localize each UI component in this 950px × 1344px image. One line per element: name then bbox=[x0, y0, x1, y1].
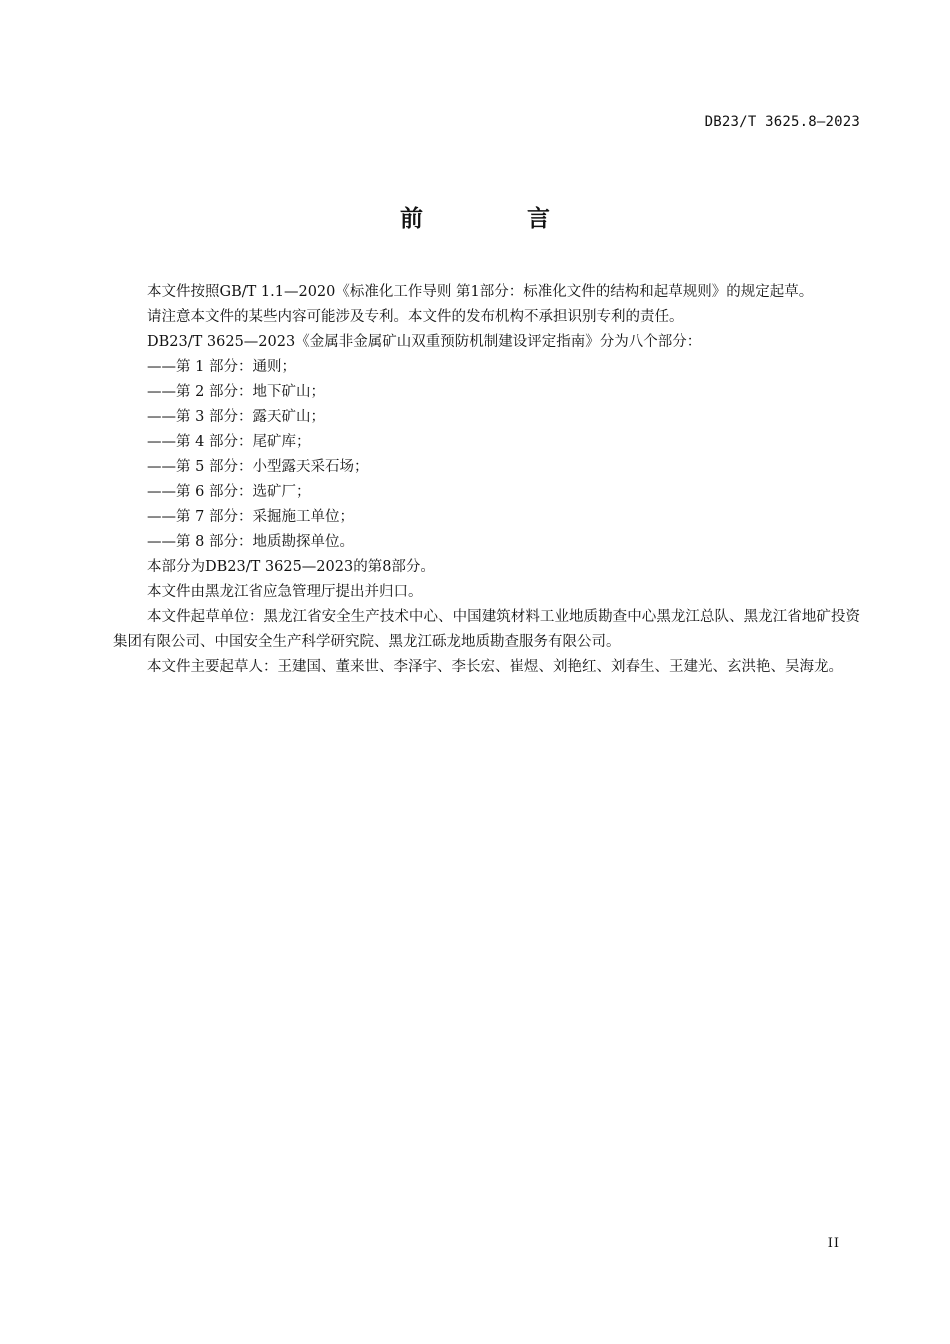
list-item-part-4: ——第 4 部分：尾矿库； bbox=[147, 434, 311, 450]
list-item-part-3: ——第 3 部分：露天矿山； bbox=[147, 409, 325, 425]
paragraph-patent-notice: 请注意本文件的某些内容可能涉及专利。本文件的发布机构不承担识别专利的责任。 bbox=[147, 309, 684, 325]
list-item-part-2: ——第 2 部分：地下矿山； bbox=[147, 384, 325, 400]
paragraph-drafters: 本文件主要起草人：王建国、董来世、李泽宇、李长宏、崔煜、刘艳红、刘春生、王建光、玄洪艳、吴海龙。 bbox=[147, 659, 843, 675]
paragraph-proposer: 本文件由黑龙江省应急管理厅提出并归口。 bbox=[147, 584, 423, 600]
paragraph-this-part: 本部分为DB23/T 3625—2023的第8部分。 bbox=[147, 559, 435, 575]
list-item-part-1: ——第 1 部分：通则； bbox=[147, 359, 296, 375]
preface-body bbox=[113, 280, 860, 680]
list-item-part-5: ——第 5 部分：小型露天采石场； bbox=[147, 459, 369, 475]
list-item-part-8: ——第 8 部分：地质勘探单位。 bbox=[147, 534, 354, 550]
document-code: DB23/T 3625.8—2023 bbox=[704, 114, 860, 130]
list-item-part-7: ——第 7 部分：采掘施工单位； bbox=[147, 509, 354, 525]
paragraph-drafting-basis: 本文件按照GB/T 1.1—2020《标准化工作导则 第1部分：标准化文件的结构和起草规则》的规定起草。 bbox=[147, 284, 814, 300]
paragraph-drafting-units: 本文件起草单位：黑龙江省安全生产技术中心、中国建筑材料工业地质勘查中心黑龙江总队、黑龙江省地矿投资集团有限公司、中国安全生产科学研究院、黑龙江砾龙地质勘查服务有限公司。 bbox=[113, 609, 860, 650]
paragraph-parts-intro: DB23/T 3625—2023《金属非金属矿山双重预防机制建设评定指南》分为八个部分： bbox=[147, 334, 702, 350]
list-item-part-6: ——第 6 部分：选矿厂； bbox=[147, 484, 311, 500]
page-title: 前 言 bbox=[399, 206, 598, 232]
page-number: II bbox=[827, 1236, 840, 1251]
